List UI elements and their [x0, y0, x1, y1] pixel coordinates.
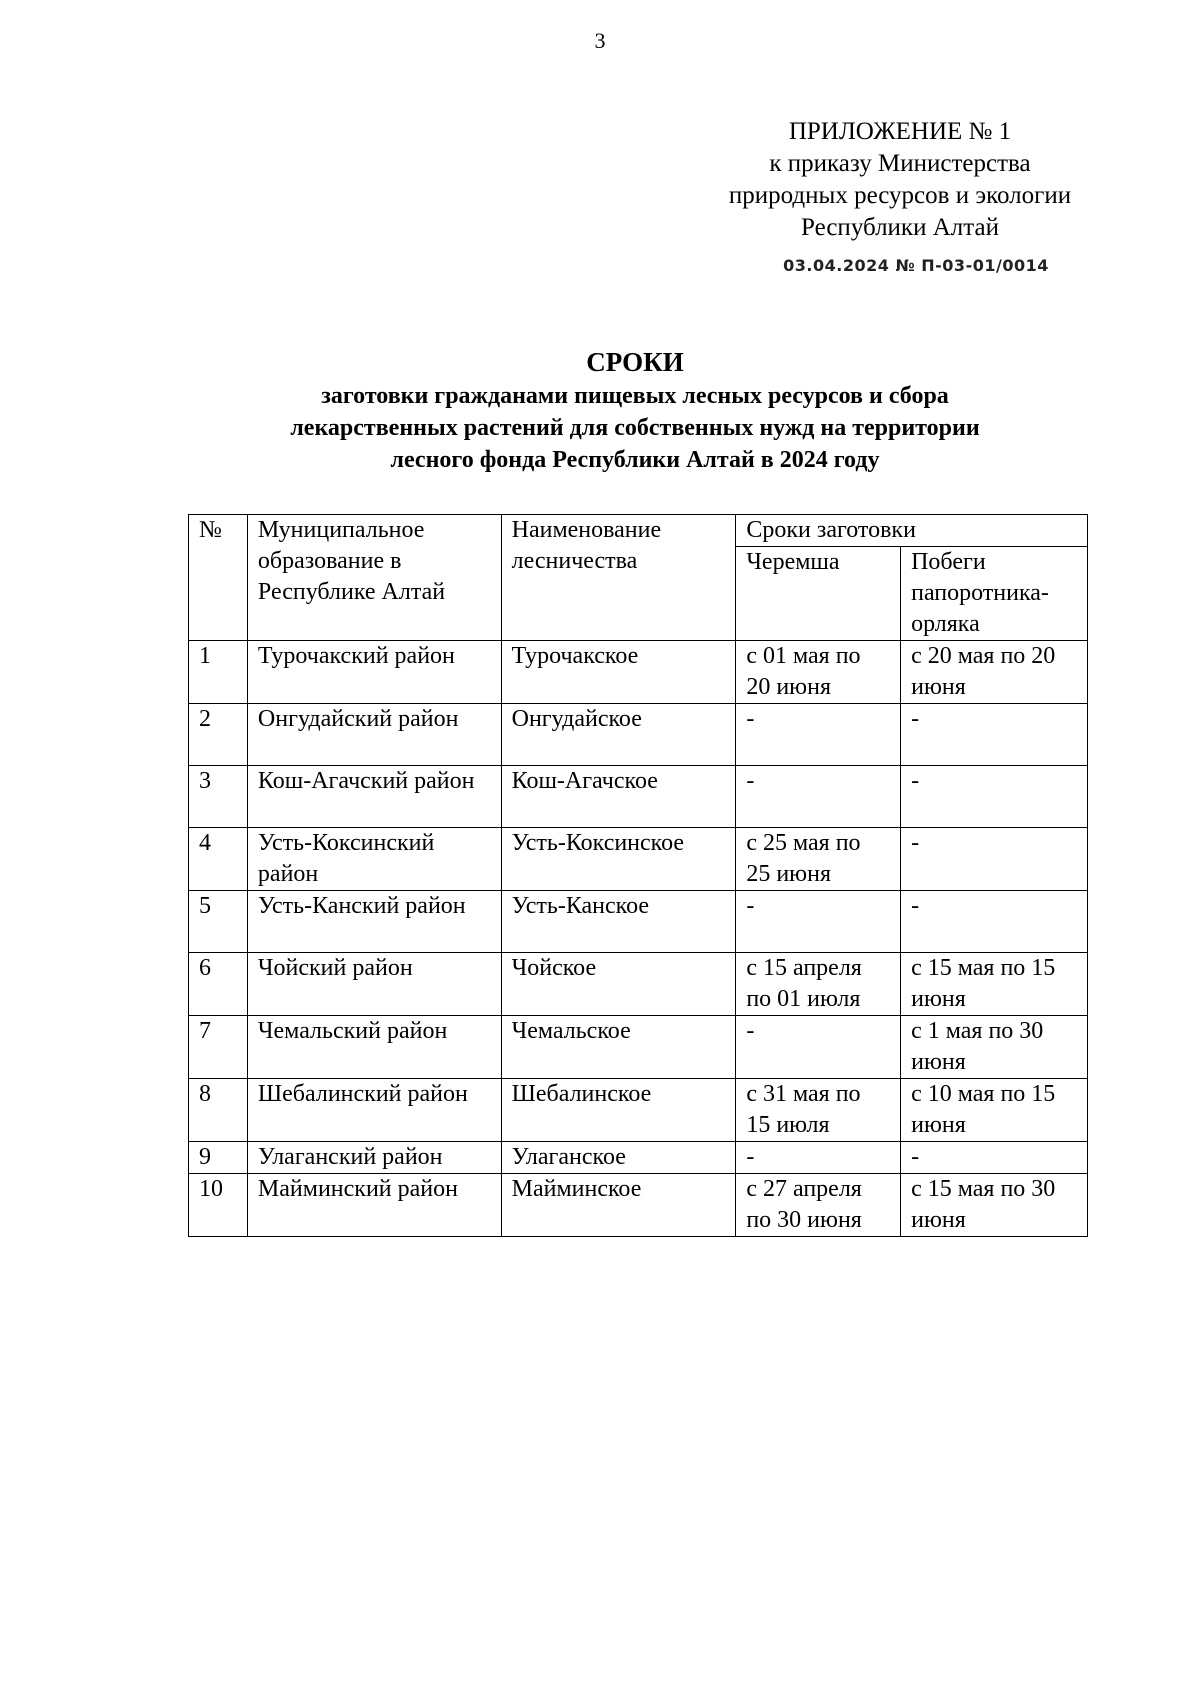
cell-fern: -: [901, 766, 1088, 828]
appendix-block: [690, 116, 1110, 282]
table-row: [189, 1079, 1088, 1142]
appendix-line-3: Республики Алтай: [801, 214, 999, 241]
cell-number: 7: [189, 1016, 248, 1079]
cell-forestry: Улаганское: [501, 1142, 736, 1174]
cell-fern: с 15 мая по 15 июня: [901, 953, 1088, 1016]
cell-number: 6: [189, 953, 248, 1016]
cell-municipality: Кош-Агачский район: [247, 766, 501, 828]
cell-forestry: Шебалинское: [501, 1079, 736, 1142]
table-row: [189, 891, 1088, 953]
header-municipality: Муниципальное образование в Республике Алтай: [247, 515, 501, 641]
cell-forestry: Усть-Канское: [501, 891, 736, 953]
cell-ramson: -: [736, 891, 901, 953]
table-row: [189, 704, 1088, 766]
cell-number: 10: [189, 1174, 248, 1237]
cell-fern: -: [901, 828, 1088, 891]
cell-fern: -: [901, 891, 1088, 953]
header-forestry: Наименование лесничества: [501, 515, 736, 641]
cell-municipality: Чемальский район: [247, 1016, 501, 1079]
table-header-row: [189, 515, 1088, 547]
cell-ramson: с 15 апреля по 01 июля: [736, 953, 901, 1016]
cell-number: 2: [189, 704, 248, 766]
cell-ramson: -: [736, 1142, 901, 1174]
document-heading: [150, 344, 1120, 476]
cell-municipality: Майминский район: [247, 1174, 501, 1237]
cell-fern: с 20 мая по 20 июня: [901, 641, 1088, 704]
cell-forestry: Усть-Коксинское: [501, 828, 736, 891]
cell-number: 8: [189, 1079, 248, 1142]
table-row: [189, 1174, 1088, 1237]
cell-number: 5: [189, 891, 248, 953]
document-title: СРОКИ: [586, 347, 684, 377]
cell-municipality: Улаганский район: [247, 1142, 501, 1174]
order-reference: 03.04.2024 № П-03-01/0014: [783, 256, 1049, 275]
cell-number: 3: [189, 766, 248, 828]
table-row: [189, 766, 1088, 828]
header-harvest-period: Сроки заготовки: [736, 515, 1088, 547]
cell-fern: -: [901, 704, 1088, 766]
table-row: [189, 1016, 1088, 1079]
cell-fern: с 1 мая по 30 июня: [901, 1016, 1088, 1079]
cell-ramson: с 01 мая по 20 июня: [736, 641, 901, 704]
table-row: [189, 953, 1088, 1016]
header-fern: Побеги папоротника-орляка: [901, 547, 1088, 641]
document-subtitle-line-1: заготовки гражданами пищевых лесных ресурсов и сбора: [321, 383, 949, 409]
document-subtitle-line-3: лесного фонда Республики Алтай в 2024 году: [390, 447, 880, 473]
appendix-line-1: к приказу Министерства: [769, 150, 1031, 177]
header-number: №: [189, 515, 248, 641]
cell-forestry: Онгудайское: [501, 704, 736, 766]
cell-forestry: Кош-Агачское: [501, 766, 736, 828]
cell-municipality: Усть-Коксинский район: [247, 828, 501, 891]
table-row: [189, 828, 1088, 891]
cell-municipality: Шебалинский район: [247, 1079, 501, 1142]
document-subtitle-line-2: лекарственных растений для собственных нужд на территории: [290, 415, 980, 441]
cell-ramson: с 31 мая по 15 июля: [736, 1079, 901, 1142]
cell-municipality: Онгудайский район: [247, 704, 501, 766]
cell-ramson: -: [736, 1016, 901, 1079]
cell-forestry: Майминское: [501, 1174, 736, 1237]
cell-municipality: Чойский район: [247, 953, 501, 1016]
cell-forestry: Чойское: [501, 953, 736, 1016]
cell-number: 4: [189, 828, 248, 891]
cell-ramson: -: [736, 704, 901, 766]
cell-number: 9: [189, 1142, 248, 1174]
page-number: 3: [594, 28, 606, 53]
cell-fern: с 15 мая по 30 июня: [901, 1174, 1088, 1237]
cell-ramson: с 25 мая по 25 июня: [736, 828, 901, 891]
cell-number: 1: [189, 641, 248, 704]
table-row: [189, 1142, 1088, 1174]
cell-fern: -: [901, 1142, 1088, 1174]
appendix-title: ПРИЛОЖЕНИЕ № 1: [788, 118, 1012, 145]
cell-ramson: с 27 апреля по 30 июня: [736, 1174, 901, 1237]
cell-municipality: Турочакский район: [247, 641, 501, 704]
harvest-schedule-table: [188, 514, 1088, 1237]
cell-fern: с 10 мая по 15 июня: [901, 1079, 1088, 1142]
cell-forestry: Турочакское: [501, 641, 736, 704]
cell-ramson: -: [736, 766, 901, 828]
appendix-line-2: природных ресурсов и экологии: [728, 182, 1072, 209]
table-row: [189, 641, 1088, 704]
cell-municipality: Усть-Канский район: [247, 891, 501, 953]
header-ramson: Черемша: [736, 547, 901, 641]
cell-forestry: Чемальское: [501, 1016, 736, 1079]
